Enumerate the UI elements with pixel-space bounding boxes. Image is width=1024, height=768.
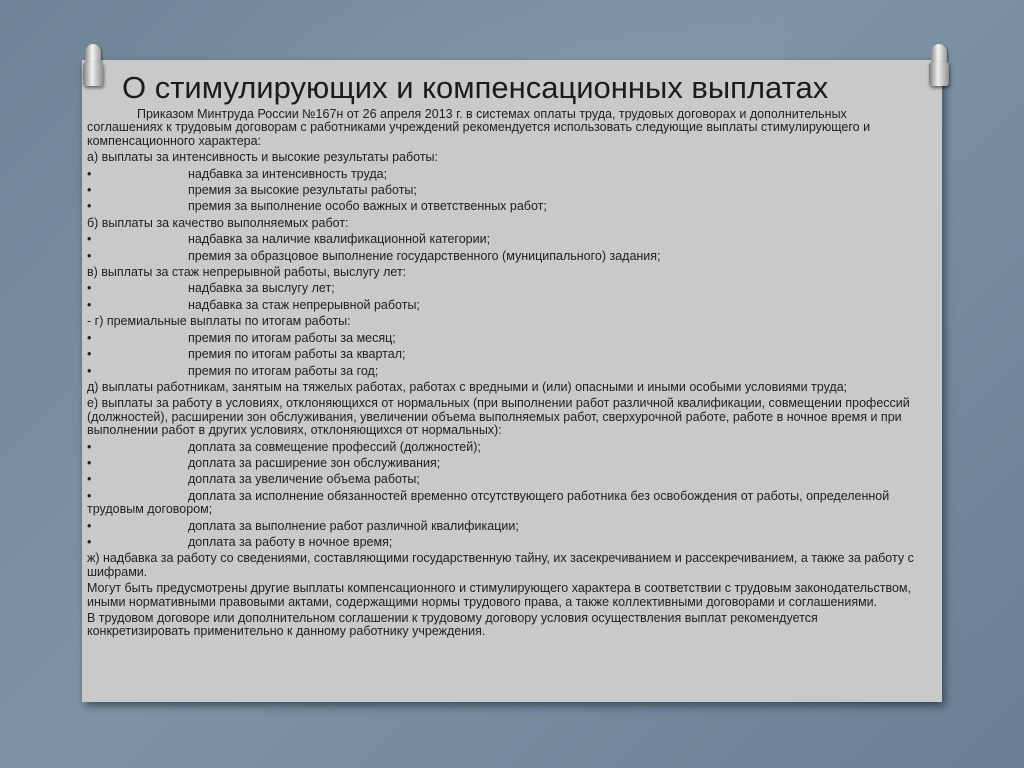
bullet-marker: • [87, 281, 92, 296]
list-item-text: доплата за работу в ночное время; [188, 534, 393, 549]
section-heading: ж) надбавка за работу со сведениями, составляющими государственную тайну, их засекречиванием и рассекречиванием, а также за работу с шифрами. [87, 551, 914, 579]
bullet-marker: • [87, 199, 92, 214]
bullet-marker: • [87, 534, 92, 549]
pushpin-icon [82, 44, 104, 88]
list-item [87, 233, 917, 246]
list-item-text: надбавка за наличие квалификационной категории; [188, 232, 491, 247]
bullet-marker: • [87, 518, 92, 533]
list-item [87, 200, 917, 213]
list-item-text: доплата за совмещение профессий (должностей); [188, 439, 481, 454]
list-item [87, 332, 917, 345]
list-item [87, 441, 917, 454]
bullet-marker: • [87, 330, 92, 345]
section-heading: б) выплаты за качество выполняемых работ: [87, 215, 349, 230]
list-item [87, 299, 917, 312]
list-item [87, 282, 917, 295]
section-heading: а) выплаты за интенсивность и высокие результаты работы: [87, 150, 438, 165]
bullet-marker: • [87, 488, 92, 503]
bullet-marker: • [87, 347, 92, 362]
list-item [87, 520, 917, 533]
list-item-text: надбавка за интенсивность труда; [188, 166, 388, 181]
slide-title: О стимулирующих и компенсационных выплатах [122, 70, 829, 105]
bullet-marker: • [87, 363, 92, 378]
list-item [87, 184, 917, 197]
list-item [87, 457, 917, 470]
list-item [87, 473, 917, 486]
list-item-text: доплата за расширение зон обслуживания; [188, 455, 441, 470]
list-item-text: премия по итогам работы за месяц; [188, 330, 396, 345]
list-item-text: премия по итогам работы за год; [188, 363, 379, 378]
list-item-text: премия за выполнение особо важных и ответственных работ; [188, 199, 547, 214]
list-item [87, 490, 917, 517]
bullet-marker: • [87, 455, 92, 470]
list-item [87, 365, 917, 378]
section-heading: в) выплаты за стаж непрерывной работы, выслугу лет: [87, 265, 407, 280]
bullet-marker: • [87, 472, 92, 487]
list-item-text: премия за высокие результаты работы; [188, 183, 417, 198]
list-item-text: надбавка за стаж непрерывной работы; [188, 297, 420, 312]
list-item [87, 348, 917, 361]
slide-body [87, 108, 917, 642]
list-item-text: надбавка за выслугу лет; [188, 281, 335, 296]
list-item-text: доплата за исполнение обязанностей временно отсутствующего работника без освобождения от работы, определенной трудовым договором; [87, 488, 890, 517]
bullet-marker: • [87, 166, 92, 181]
list-item-text: доплата за выполнение работ различной квалификации; [188, 518, 519, 533]
list-item-text: доплата за увеличение объема работы; [188, 472, 420, 487]
bullet-marker: • [87, 183, 92, 198]
bullet-marker: • [87, 297, 92, 312]
list-item-text: премия по итогам работы за квартал; [188, 347, 406, 362]
section-heading: д) выплаты работникам, занятым на тяжелых работах, работах с вредными и (или) опасными и иными особыми условиями труда; [87, 379, 848, 394]
list-item [87, 250, 917, 263]
list-item [87, 536, 917, 549]
intro-paragraph: Приказом Минтруда России №167н от 26 апреля 2013 г. в системах оплаты труда, трудовых договорах и дополнительных соглашениях к трудовым договорам с работниками учреждений рекомендуется использовать следующие выплаты стимулирующего и компенсационного характера: [87, 107, 871, 148]
list-item-text: премия за образцовое выполнение государственного (муниципального) задания; [188, 248, 661, 263]
paragraph: Могут быть предусмотрены другие выплаты компенсационного и стимулирующего характера в соответствии с трудовым законодательством, иными нормативными правовыми актами, содержащими нормы трудового права, а также коллективными договорами и соглашениями. [87, 581, 911, 609]
bullet-marker: • [87, 439, 92, 454]
list-item [87, 168, 917, 181]
bullet-marker: • [87, 232, 92, 247]
section-heading: е) выплаты за работу в условиях, отклоняющихся от нормальных (при выполнении работ различной квалификации, совмещении профессий (должностей), расширении зон обслуживания, увеличении объема выполняемых работ, сверхурочной работе, работе в ночное время и при выполнении работ в других условиях, отклоняющихся от нормальных): [87, 396, 910, 438]
bullet-marker: • [87, 248, 92, 263]
section-heading: - г) премиальные выплаты по итогам работы: [87, 314, 351, 329]
paragraph: В трудовом договоре или дополнительном соглашении к трудовому договору условия осуществления выплат рекомендуется конкретизировать применительно к данному работнику учреждения. [87, 611, 818, 639]
pushpin-icon [928, 44, 950, 88]
